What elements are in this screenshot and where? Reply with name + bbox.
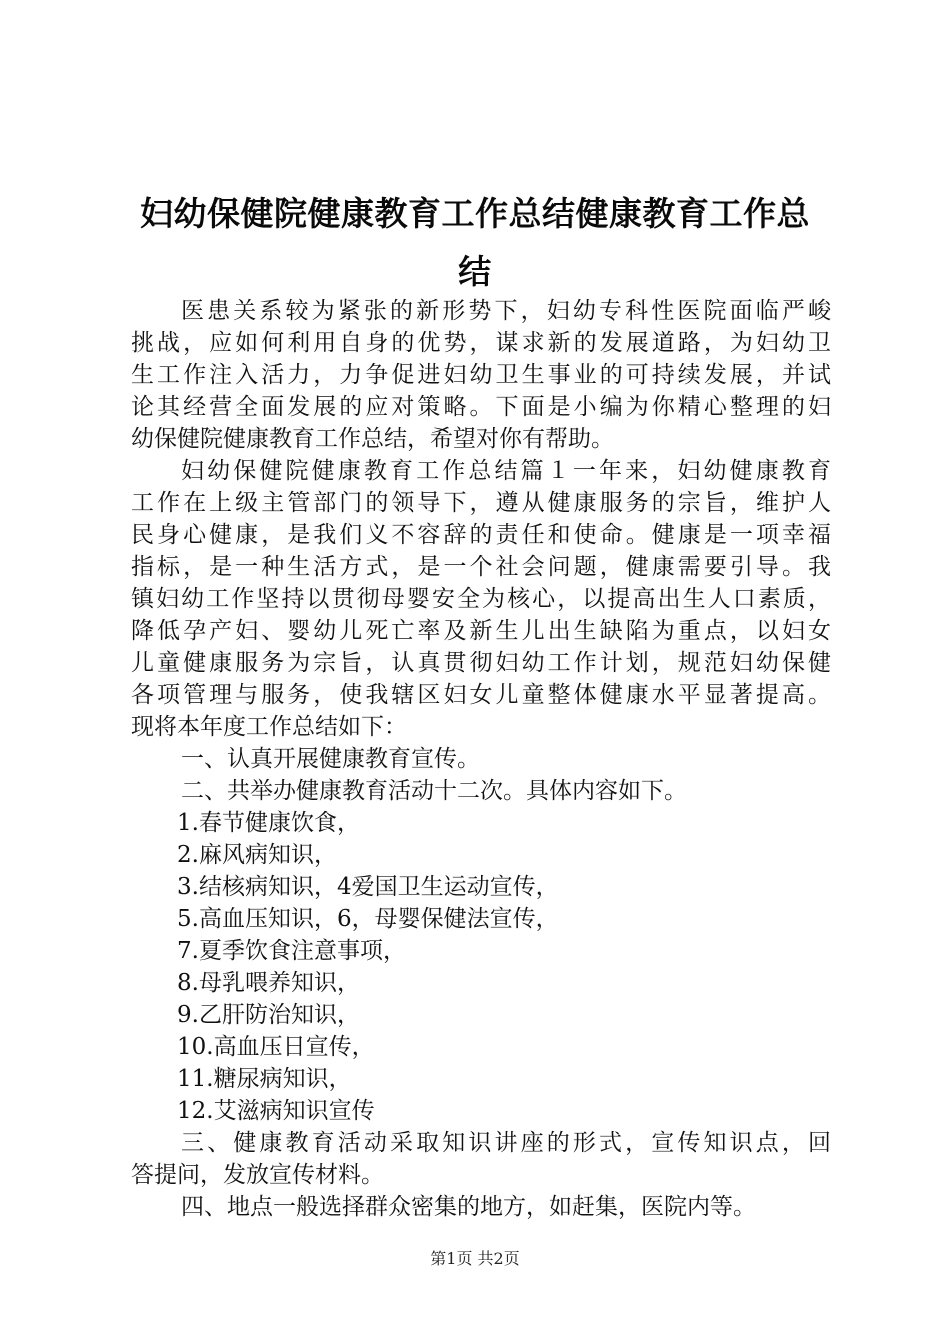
paragraph-line: 四、地点一般选择群众密集的地方，如赶集，医院内等。	[181, 1194, 756, 1220]
list-item: 9.乙肝防治知识，	[177, 1002, 360, 1028]
paragraph-line: 现将本年度工作总结如下：	[131, 714, 407, 740]
document-title-line-2: 结	[458, 252, 492, 291]
paragraph-line: 三、健康教育活动采取知识讲座的形式，宣传知识点，回	[181, 1130, 831, 1156]
list-item: 8.母乳喂养知识，	[177, 970, 360, 996]
list-item: 5.高血压知识，6，母婴保健法宣传，	[177, 906, 559, 932]
page-number-footer: 第1页 共2页	[430, 1249, 520, 1268]
paragraph-line: 降低孕产妇、婴幼儿死亡率及新生儿出生缺陷为重点，以妇女	[131, 618, 831, 644]
document-title-line-1: 妇幼保健院健康教育工作总结健康教育工作总	[140, 194, 810, 233]
paragraph-line: 生工作注入活力，力争促进妇幼卫生事业的可持续发展，并试	[131, 362, 831, 388]
list-item: 3.结核病知识，4爱国卫生运动宣传，	[177, 874, 559, 900]
paragraph-line: 儿童健康服务为宗旨，认真贯彻妇幼工作计划，规范妇幼保健	[131, 650, 831, 676]
section-heading: 二、共举办健康教育活动十二次。具体内容如下。	[181, 778, 687, 804]
list-item: 7.夏季饮食注意事项，	[177, 938, 406, 964]
paragraph-line: 挑战，应如何利用自身的优势，谋求新的发展道路，为妇幼卫	[131, 330, 831, 356]
paragraph-line: 镇妇幼工作坚持以贯彻母婴安全为核心，以提高出生人口素质，	[131, 586, 831, 612]
list-item: 11.糖尿病知识，	[177, 1066, 352, 1092]
section-heading: 一、认真开展健康教育宣传。	[181, 746, 480, 772]
paragraph-line: 妇幼保健院健康教育工作总结篇１一年来，妇幼健康教育	[181, 458, 831, 484]
paragraph-line: 民身心健康，是我们义不容辞的责任和使命。健康是一项幸福	[131, 522, 831, 548]
paragraph-line: 医患关系较为紧张的新形势下，妇幼专科性医院面临严峻	[181, 298, 831, 324]
paragraph-line: 各项管理与服务，使我辖区妇女儿童整体健康水平显著提高。	[131, 682, 831, 708]
paragraph-line: 论其经营全面发展的应对策略。下面是小编为你精心整理的妇	[131, 394, 831, 420]
document-body	[131, 295, 831, 1223]
list-item: 1.春节健康饮食，	[177, 810, 360, 836]
list-item: 2.麻风病知识，	[177, 842, 337, 868]
paragraph-line: 指标，是一种生活方式，是一个社会问题，健康需要引导。我	[131, 554, 831, 580]
paragraph-line: 幼保健院健康教育工作总结，希望对你有帮助。	[131, 426, 614, 452]
list-item: 12.艾滋病知识宣传	[177, 1098, 375, 1124]
paragraph-line: 工作在上级主管部门的领导下，遵从健康服务的宗旨，维护人	[131, 490, 831, 516]
list-item: 10.高血压日宣传，	[177, 1034, 375, 1060]
paragraph-line: 答提问，发放宣传材料。	[131, 1162, 384, 1188]
